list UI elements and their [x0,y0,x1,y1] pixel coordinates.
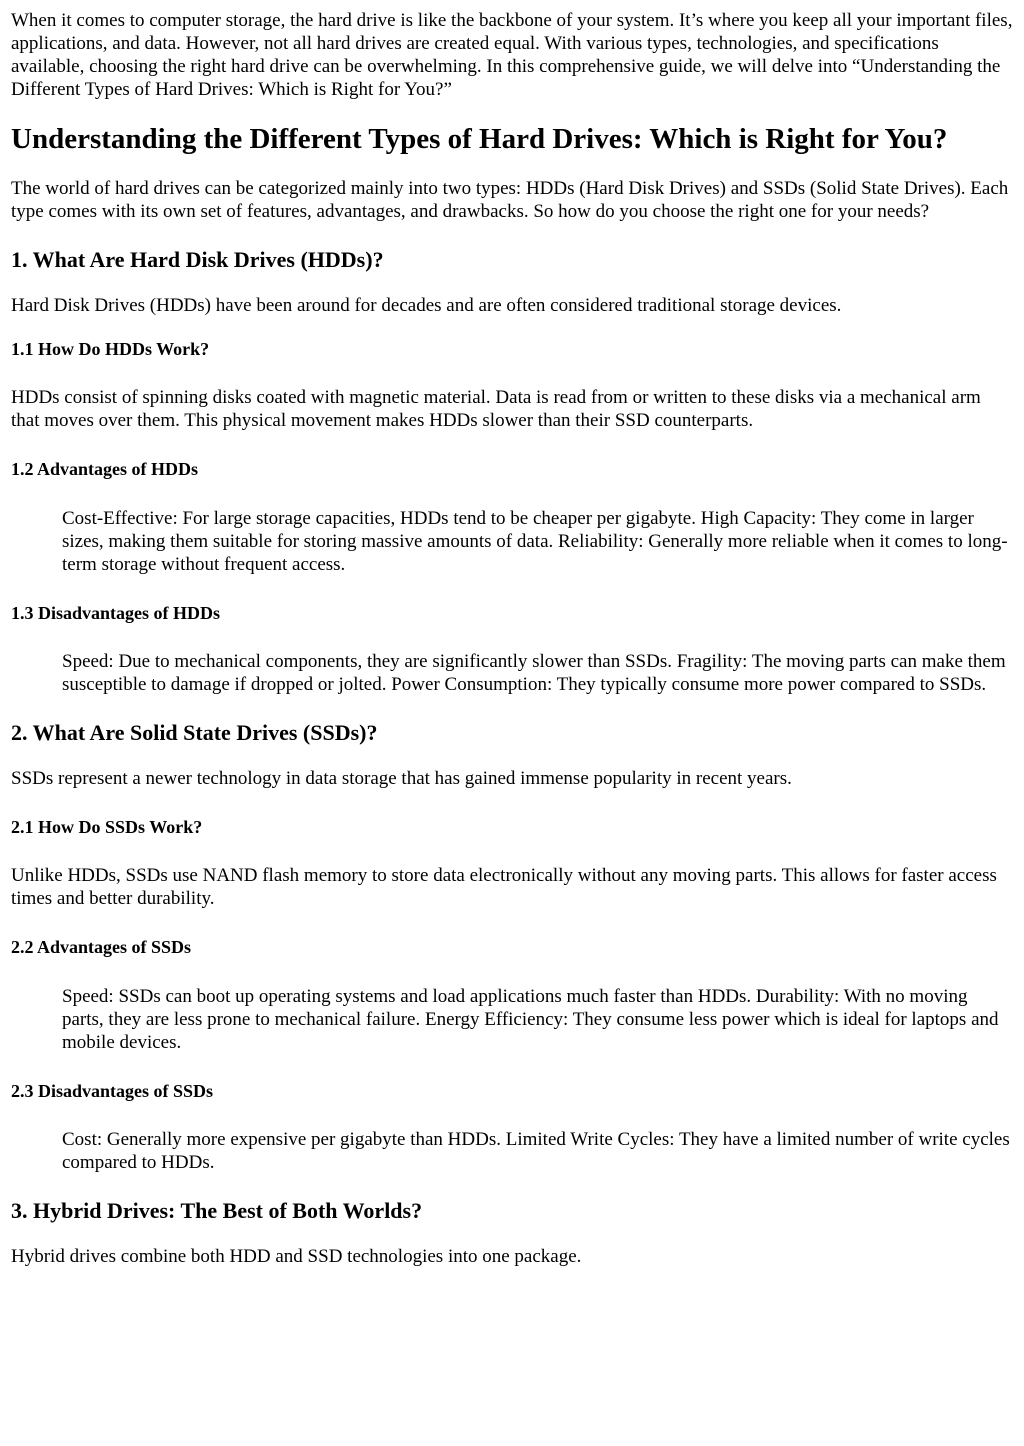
ssd-advantages-text: Speed: SSDs can boot up operating systems and load applications much faster than HDDs. Durability: With no moving parts, they are less prone to mechanical failure. Energy Efficiency: They consume less power which is ideal for laptops and mobile devices. [62,986,999,1053]
hdd-heading: 1. What Are Hard Disk Drives (HDDs)? [11,247,384,272]
hybrid-heading: 3. Hybrid Drives: The Best of Both Worlds? [11,1198,423,1223]
intro-paragraph: When it comes to computer storage, the hard drive is like the backbone of your system. It’s where you keep all your important files, applications, and data. However, not all hard drives are created equal. With various types, technologies, and specifications available, choosing the right hard drive can be overwhelming. In this comprehensive guide, we will delve into “Understanding the Different Types of Hard Drives: Which is Right for You?” [11,10,1013,100]
hdd-how-text: HDDs consist of spinning disks coated with magnetic material. Data is read from or written to these disks via a mechanical arm that moves over them. This physical movement makes HDDs slower than their SSD counterparts. [11,387,981,431]
ssd-how-heading: 2.1 How Do SSDs Work? [11,817,203,837]
ssd-how-text: Unlike HDDs, SSDs use NAND flash memory to store data electronically without any moving parts. This allows for faster access times and better durability. [11,865,997,909]
hdd-intro: Hard Disk Drives (HDDs) have been around for decades and are often considered traditional storage devices. [11,295,842,316]
ssd-disadvantages-heading: 2.3 Disadvantages of SSDs [11,1081,214,1101]
hdd-advantages-text: Cost-Effective: For large storage capacities, HDDs tend to be cheaper per gigabyte. High Capacity: They come in larger sizes, making them suitable for storing massive amounts of data. Reliability: Generally more reliable when it comes to long-term storage without frequent access. [62,508,1008,575]
hdd-how-heading: 1.1 How Do HDDs Work? [11,339,210,359]
overview-paragraph: The world of hard drives can be categorized mainly into two types: HDDs (Hard Disk Drives) and SSDs (Solid State Drives). Each type comes with its own set of features, advantages, and drawbacks. So how do you choose the right one for your needs? [11,178,1009,222]
hdd-disadvantages-text: Speed: Due to mechanical components, they are significantly slower than SSDs. Fragility: The moving parts can make them susceptible to damage if dropped or jolted. Power Consumption: They typically consume more power compared to SSDs. [62,651,1006,695]
ssd-intro: SSDs represent a newer technology in data storage that has gained immense popularity in recent years. [11,768,792,789]
ssd-heading: 2. What Are Solid State Drives (SSDs)? [11,720,378,745]
hdd-disadvantages-heading: 1.3 Disadvantages of HDDs [11,603,221,623]
article-title: Understanding the Different Types of Hard Drives: Which is Right for You? [11,123,948,155]
ssd-advantages-heading: 2.2 Advantages of SSDs [11,937,192,957]
ssd-disadvantages-text: Cost: Generally more expensive per gigabyte than HDDs. Limited Write Cycles: They have a limited number of write cycles compared to HDDs. [62,1129,1010,1173]
hybrid-intro: Hybrid drives combine both HDD and SSD technologies into one package. [11,1246,582,1267]
hdd-advantages-heading: 1.2 Advantages of HDDs [11,459,199,479]
